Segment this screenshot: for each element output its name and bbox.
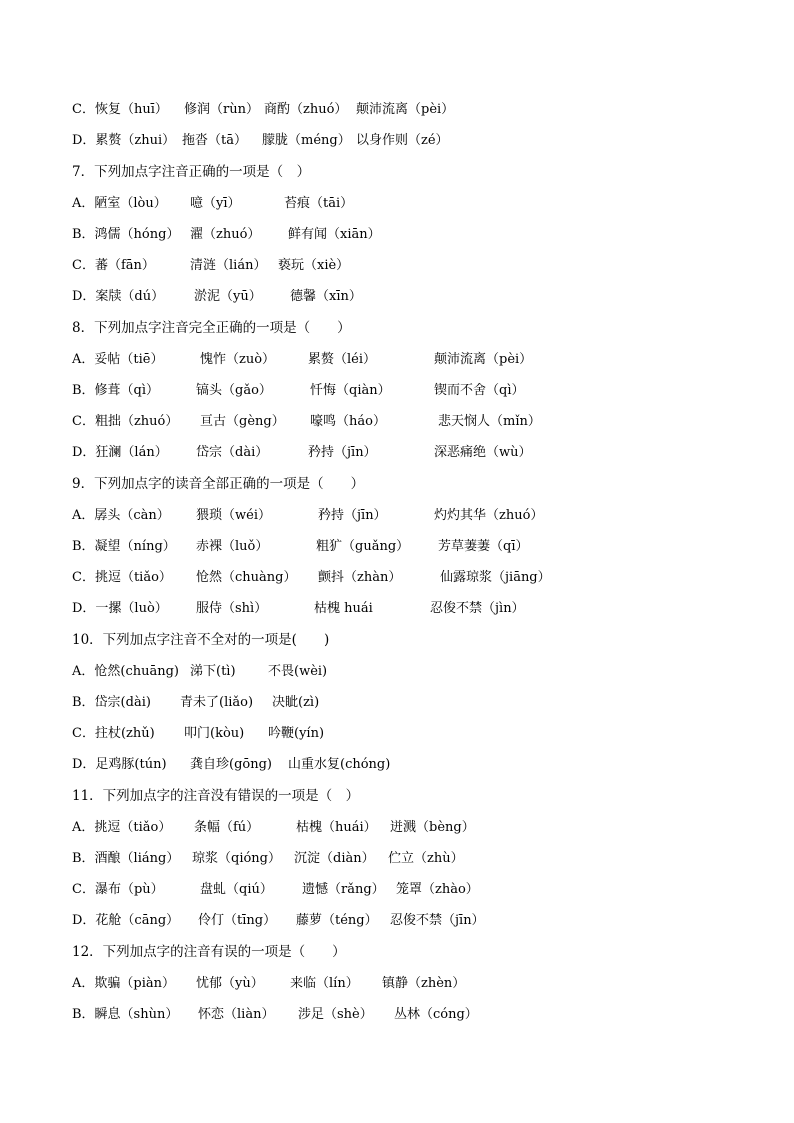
option-text: C．恢复（huī） <box>72 102 168 117</box>
option-text: B．酒酿（liáng） <box>72 851 180 866</box>
option-text: 噫（yī） <box>190 196 241 211</box>
option-text: 服侍（shì） <box>196 601 268 616</box>
option-text: 忍俊不禁（jìn） <box>430 601 525 616</box>
option-text: 仙露琼浆（jiāng） <box>440 570 551 585</box>
option-text: A．孱头（càn） <box>72 508 170 523</box>
option-text: 来临（lín） <box>290 976 359 991</box>
question-text: 7．下列加点字注音正确的一项是（ ） <box>72 164 311 180</box>
option-text: A．怆然(chuāng) <box>72 664 180 679</box>
option-text: 濯（zhuó） <box>190 227 261 242</box>
option-text: 涕下(tì) <box>190 664 236 679</box>
option-text: 累赘（léi） <box>308 352 377 367</box>
option-text: 修润（rùn） <box>184 102 259 117</box>
option-text: 涉足（shè） <box>298 1007 373 1022</box>
option-text: 颠沛流离（pèi） <box>434 352 533 367</box>
option-text: 芳草萋萋（qī） <box>438 539 529 554</box>
option-text: 鲜有闻（xiān） <box>288 227 381 242</box>
option-text: 丛林（cóng） <box>394 1007 478 1022</box>
option-text: C．拄杖(zhǔ) <box>72 726 155 741</box>
option-text: 愧怍（zuò） <box>200 352 276 367</box>
option-text: C．瀑布（pù） <box>72 882 164 897</box>
question-text: 10．下列加点字注音不全对的一项是( ) <box>72 632 330 648</box>
option-text: 悲天悯人（mǐn） <box>438 414 541 429</box>
option-text: 忧郁（yù） <box>196 976 264 991</box>
option-text: 商酌（zhuó） <box>264 102 348 117</box>
option-text: 伶仃（tīng） <box>198 913 277 928</box>
option-text: 决眦(zì) <box>272 695 320 710</box>
option-text: D．案牍（dú） <box>72 289 165 304</box>
question-text: 12．下列加点字的注音有误的一项是（ ） <box>72 944 346 960</box>
option-text: 怀恋（liàn） <box>198 1007 275 1022</box>
option-text: 淤泥（yū） <box>194 289 262 304</box>
option-text: 颠沛流离（pèi） <box>356 102 455 117</box>
option-text: 伫立（zhù） <box>388 851 464 866</box>
question-text: 11．下列加点字的注音没有错误的一项是（ ） <box>72 788 360 804</box>
option-text: 粗犷（guǎng） <box>316 539 410 554</box>
option-text: B．修葺（qì） <box>72 383 160 398</box>
option-text: 枯槐 huái <box>314 601 373 616</box>
option-text: A．陋室（lòu） <box>72 196 167 211</box>
option-text: 怆然（chuàng） <box>196 570 297 585</box>
option-text: C．挑逗（tiǎo） <box>72 570 172 585</box>
option-text: B．凝望（níng） <box>72 539 176 554</box>
option-text: 忏悔（qiàn） <box>310 383 391 398</box>
option-text: 矜持（jīn） <box>318 508 387 523</box>
question-text: 9．下列加点字的读音全部正确的一项是（ ） <box>72 476 365 492</box>
option-text: 笼罩（zhào） <box>396 882 479 897</box>
option-text: 灼灼其华（zhuó） <box>434 508 544 523</box>
option-text: C．蕃（fān） <box>72 258 155 273</box>
option-text: 吟鞭(yín) <box>268 726 325 741</box>
option-text: 清涟（lián） <box>190 258 267 273</box>
option-text: 镇静（zhèn） <box>382 976 466 991</box>
option-text: 条幅（fú） <box>194 820 260 835</box>
option-text: 矜持（jīn） <box>308 445 377 460</box>
option-text: 藤萝（téng） <box>296 913 378 928</box>
option-text: 不畏(wèi) <box>268 664 328 679</box>
option-text: A．欺骗（piàn） <box>72 976 175 991</box>
option-text: 迸溅（bèng） <box>390 820 475 835</box>
option-text: 猥琐（wéi） <box>196 508 271 523</box>
option-text: 遗憾（rǎng） <box>302 882 385 897</box>
option-text: C．粗拙（zhuó） <box>72 414 179 429</box>
option-text: 盘虬（qiú） <box>200 882 273 897</box>
option-text: D．花舱（cāng） <box>72 913 180 928</box>
option-text: D．一摞（luò） <box>72 601 168 616</box>
option-text: B．岱宗(dài) <box>72 695 151 710</box>
option-text: D．足鸡豚(tún) <box>72 757 167 772</box>
option-text: 忍俊不禁（jīn） <box>390 913 485 928</box>
option-text: 亵玩（xiè） <box>278 258 350 273</box>
option-text: 沉淀（diàn） <box>294 851 375 866</box>
option-text: A．妥帖（tiē） <box>72 352 164 367</box>
option-text: 颤抖（zhàn） <box>318 570 402 585</box>
option-text: 青未了(liǎo) <box>180 695 254 710</box>
option-text: 拖沓（tā） <box>182 133 247 148</box>
option-text: 嚎鸣（háo） <box>310 414 386 429</box>
option-text: 镐头（gǎo） <box>196 383 272 398</box>
option-text: 龚自珍(gōng) <box>190 757 272 772</box>
option-text: 亘古（gèng） <box>200 414 285 429</box>
option-text: 以身作则（zé） <box>356 133 449 148</box>
option-text: A．挑逗（tiǎo） <box>72 820 172 835</box>
option-text: 枯槐（huái） <box>296 820 377 835</box>
option-text: B．鸿儒（hóng） <box>72 227 180 242</box>
option-text: 深恶痛绝（wù） <box>434 445 532 460</box>
question-text: 8．下列加点字注音完全正确的一项是（ ） <box>72 320 351 336</box>
option-text: 朦胧（méng） <box>262 133 351 148</box>
option-text: D．累赘（zhui） <box>72 133 176 148</box>
option-text: 德馨（xīn） <box>290 289 362 304</box>
option-text: 琼浆（qióng） <box>192 851 282 866</box>
option-text: 锲而不舍（qì） <box>434 383 525 398</box>
option-text: 苔痕（tāi） <box>284 196 354 211</box>
option-text: D．狂澜（lán） <box>72 445 168 460</box>
option-text: 山重水复(chóng) <box>288 757 391 772</box>
option-text: B．瞬息（shùn） <box>72 1007 179 1022</box>
option-text: 叩门(kòu) <box>184 726 245 741</box>
option-text: 岱宗（dài） <box>196 445 269 460</box>
option-text: 赤裸（luǒ） <box>196 539 269 554</box>
